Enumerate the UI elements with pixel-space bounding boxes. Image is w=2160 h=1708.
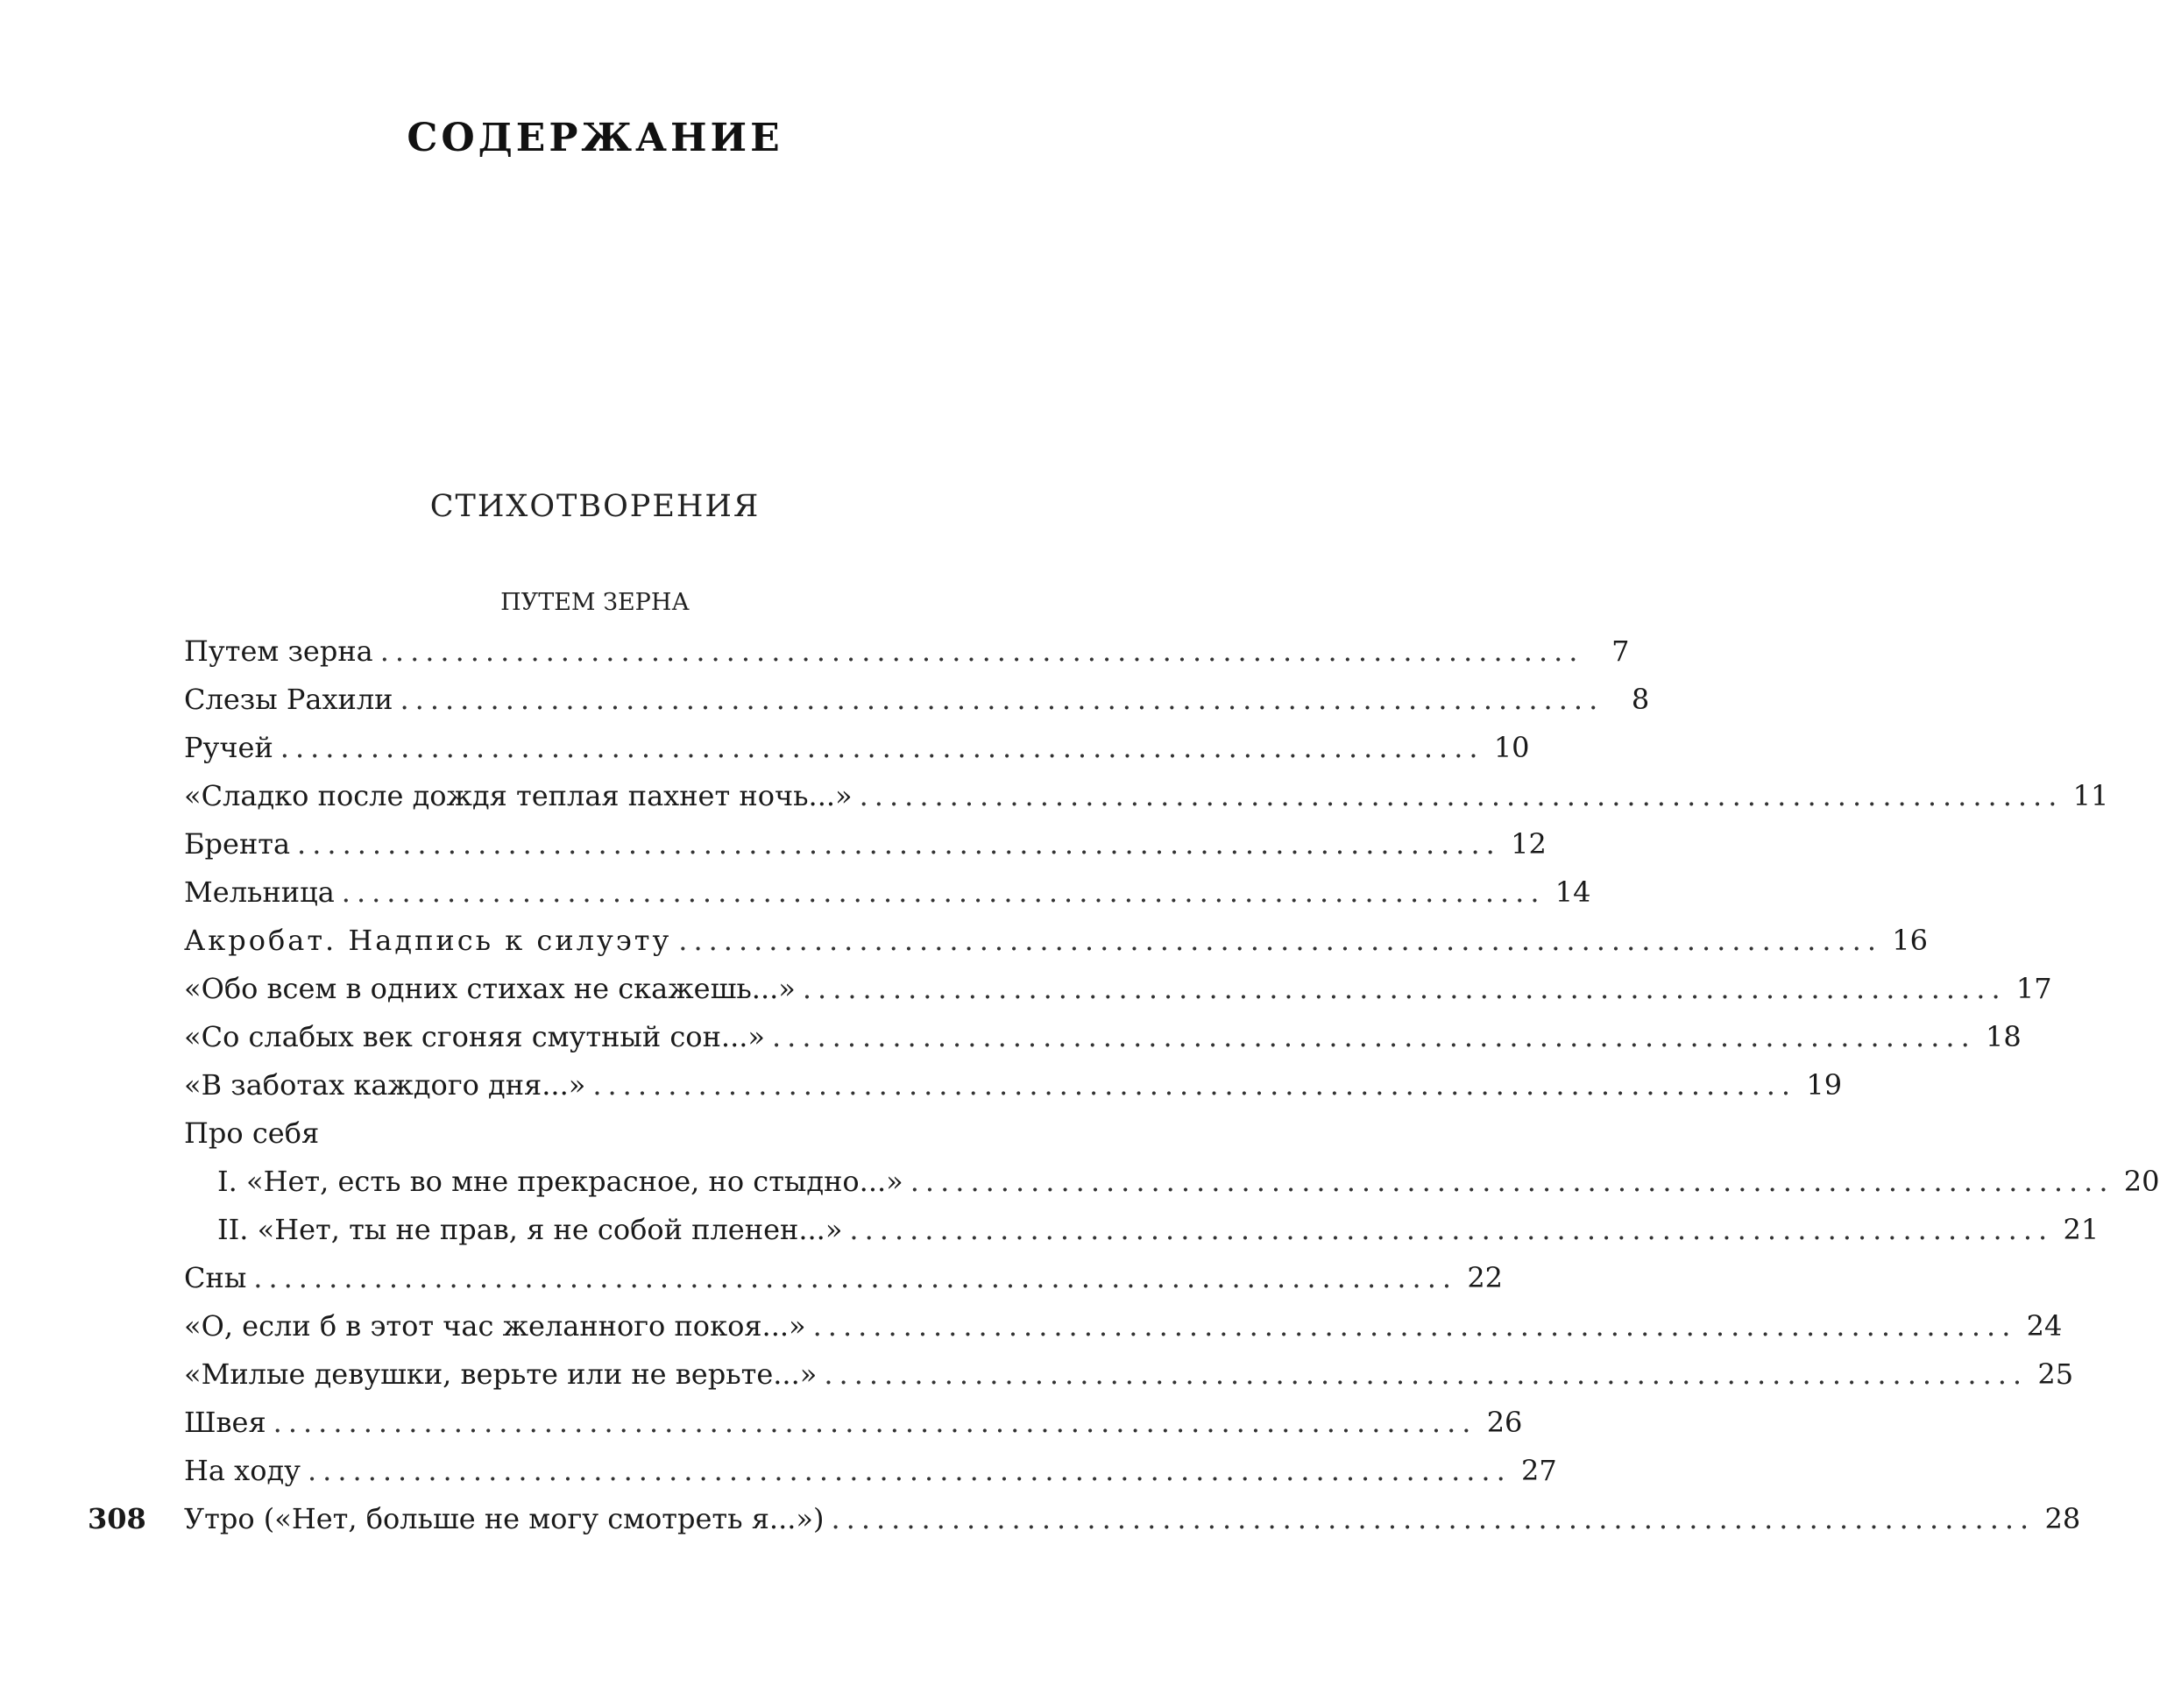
toc-entry-title: Ручей [184,731,273,764]
toc-subentry[interactable] [184,1206,2100,1254]
toc-entry[interactable] [184,917,1929,965]
toc-entry[interactable] [184,1399,1523,1447]
toc-entry-page: 19 [1806,1068,1843,1102]
toc-entry[interactable] [184,1254,1504,1302]
toc-entry-page: 14 [1554,875,1591,909]
toc-entry[interactable] [184,1013,2022,1061]
toc-entry[interactable] [184,772,2109,820]
toc-entry-title: «В заботах каждого дня...» [184,1068,586,1102]
toc-entry[interactable] [184,1495,2081,1543]
dot-leader: ................................................................................ [678,924,1883,957]
subsection-heading: ПУТЕМ ЗЕРНА [500,589,690,616]
section-heading: СТИХОТВОРЕНИЯ [429,489,761,524]
dot-leader: ................................................................................ [849,1213,2054,1246]
toc-entry-page: 26 [1486,1406,1523,1439]
toc-entry-title: «Сладко после дождя теплая пахнет ночь...» [184,779,853,812]
toc-entry-title: Утро («Нет, больше не могу смотреть я...») [184,1502,825,1535]
toc-entry-page: 22 [1467,1261,1504,1294]
toc-entry[interactable] [184,820,1547,868]
page-title: СОДЕРЖАНИЕ [407,116,783,160]
toc-entry-title: Акробат. Надпись к силуэту [184,924,672,957]
page-number: 308 [88,1502,146,1535]
toc-entry[interactable] [184,965,2052,1013]
toc-entry-page: 20 [2123,1165,2160,1198]
toc-entry-page: 7 [1611,634,1630,668]
toc-entry[interactable] [184,627,1630,676]
dot-leader: ................................................................................ [308,1454,1512,1487]
toc-entry-page: 24 [2026,1309,2063,1343]
toc-entry[interactable] [184,724,1530,772]
toc-entry-page: 21 [2063,1213,2100,1246]
toc-entry-page: 28 [2044,1502,2081,1535]
toc-entry-title: «Милые девушки, верьте или не верьте...» [184,1357,818,1391]
toc-entry-title: Путем зерна [184,634,373,668]
toc-entry-page: 10 [1493,731,1530,764]
dot-leader: ................................................................................ [280,731,1484,764]
toc-entry-page: 27 [1521,1454,1557,1487]
toc-entry-title: Слезы Рахили [184,683,393,716]
toc-entry[interactable] [184,1447,1557,1495]
toc-entry-title: Мельница [184,875,335,909]
dot-leader: ................................................................................ [802,972,2007,1005]
toc-entry-page: 12 [1511,827,1547,861]
toc-entry-title: На ходу [184,1454,301,1487]
toc-entry[interactable] [184,1061,1843,1109]
toc-entry-page: 17 [2015,972,2052,1005]
dot-leader: ................................................................................ [400,683,1604,716]
dot-leader: ................................................................................ [831,1502,2036,1535]
toc-entry-title: Швея [184,1406,266,1439]
toc-entry-page: 16 [1892,924,1929,957]
toc-entry[interactable] [184,1350,2074,1399]
toc-entry-title: «Со слабых век сгоняя смутный сон...» [184,1020,765,1053]
toc-subentry[interactable] [184,1158,2160,1206]
dot-leader: ................................................................................ [824,1357,2029,1391]
dot-leader: ................................................................................ [379,634,1584,668]
dot-leader: ................................................................................ [910,1165,2114,1198]
toc-entry-page: 18 [1986,1020,2022,1053]
dot-leader: ................................................................................ [592,1068,1797,1102]
toc-entry-page: 25 [2037,1357,2074,1391]
table-of-contents [184,627,2160,1543]
toc-entry-page: 11 [2072,779,2109,812]
dot-leader: ................................................................................ [812,1309,2017,1343]
dot-leader: ................................................................................ [859,779,2064,812]
toc-entry-title: Сны [184,1261,247,1294]
toc-entry-title: II. «Нет, ты не прав, я не собой пленен...» [217,1213,843,1246]
dot-leader: ................................................................................ [253,1261,1458,1294]
dot-leader: ................................................................................ [771,1020,1976,1053]
toc-entry-title: Про себя [184,1116,320,1150]
dot-leader: ................................................................................ [297,827,1501,861]
toc-entry-title: «Обо всем в одних стихах не скажешь...» [184,972,796,1005]
toc-entry-page: 8 [1631,683,1650,716]
toc-entry-title: I. «Нет, есть во мне прекрасное, но стыдно...» [217,1165,903,1198]
toc-group-heading [184,1109,1038,1158]
toc-entry[interactable] [184,868,1591,917]
dot-leader: ................................................................................ [273,1406,1477,1439]
toc-entry[interactable] [184,1302,2063,1350]
dot-leader: ................................................................................ [341,875,1546,909]
toc-entry[interactable] [184,676,1650,724]
toc-entry-title: Брента [184,827,291,861]
toc-entry-title: «О, если б в этот час желанного покоя...» [184,1309,806,1343]
